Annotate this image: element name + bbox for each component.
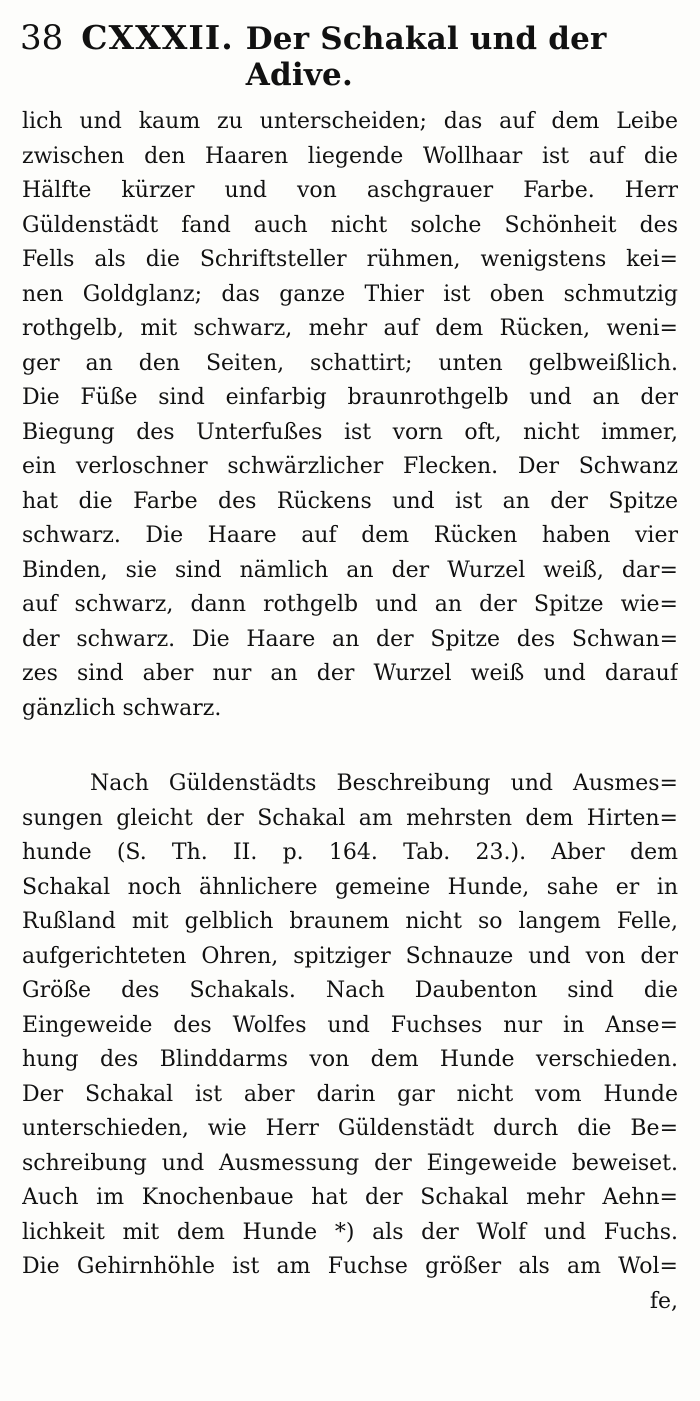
- text-line: nen Goldglanz; das ganze Thier ist oben schmutzig: [22, 281, 678, 307]
- paragraph-2: [22, 767, 678, 1319]
- text-line: schreibung und Ausmessung der Eingeweide beweiset.: [22, 1150, 678, 1176]
- paragraph-1: [22, 105, 678, 726]
- page-number: 38: [20, 18, 64, 58]
- text-line: ger an den Seiten, schattirt; unten gelbweißlich.: [22, 350, 678, 376]
- text-line: hung des Blinddarms von dem Hunde verschieden.: [22, 1047, 678, 1072]
- catchword-line: fe,: [649, 1288, 678, 1314]
- text-line: auf schwarz, dann rothgelb und an der Spitze wie=: [22, 592, 678, 617]
- text-line: Auch im Knochenbaue hat der Schakal mehr Aehn=: [22, 1185, 678, 1210]
- paragraph-spacer: [22, 726, 678, 767]
- text-line: Biegung des Unterfußes ist vorn oft, nicht immer,: [22, 419, 678, 445]
- page-body: [22, 105, 678, 1365]
- text-line: zes sind aber nur an der Wurzel weiß und darauf: [22, 661, 678, 686]
- text-line: Güldenstädt fand auch nicht solche Schönheit des: [22, 212, 678, 238]
- text-line: Binden, sie sind nämlich an der Wurzel weiß, dar=: [22, 557, 678, 583]
- chapter-number: CXXXII.: [81, 18, 234, 57]
- text-line: lichkeit mit dem Hunde *) als der Wolf und Fuchs.: [22, 1219, 678, 1245]
- chapter-title: Der Schakal und der Adive.: [245, 21, 607, 93]
- text-line: Der Schakal ist aber darin gar nicht vom Hunde: [22, 1081, 678, 1107]
- text-line: Eingeweide des Wolfes und Fuchses nur in Anse=: [22, 1012, 678, 1038]
- text-line: unterschieden, wie Herr Güldenstädt durch die Be=: [22, 1116, 678, 1141]
- text-line: Rußland mit gelblich braunem nicht so langem Felle,: [22, 909, 678, 934]
- text-line: Die Gehirnhöhle ist am Fuchse größer als am Wol=: [22, 1254, 678, 1279]
- text-line: Hälfte kürzer und von aschgrauer Farbe. Herr: [22, 178, 678, 203]
- text-line: lich und kaum zu unterscheiden; das auf dem Leibe: [22, 109, 678, 134]
- text-line: der schwarz. Die Haare an der Spitze des Schwan=: [22, 626, 678, 652]
- text-line: Größe des Schakals. Nach Daubenton sind die: [22, 978, 678, 1003]
- text-line: hat die Farbe des Rückens und ist an der Spitze: [22, 488, 678, 514]
- text-line: Die Füße sind einfarbig braunrothgelb und an der: [22, 385, 678, 410]
- text-line: schwarz. Die Haare auf dem Rücken haben vier: [22, 523, 678, 548]
- text-line: gänzlich schwarz.: [22, 695, 222, 721]
- text-line: rothgelb, mit schwarz, mehr auf dem Rücken, weni=: [22, 316, 678, 341]
- running-header: [20, 18, 680, 93]
- text-line: Nach Güldenstädts Beschreibung und Ausmes=: [90, 771, 678, 796]
- text-line: aufgerichteten Ohren, spitziger Schnauze und von der: [22, 943, 678, 969]
- text-line: sungen gleicht der Schakal am mehrsten dem Hirten=: [22, 805, 678, 831]
- text-line: Schakal noch ähnlichere gemeine Hunde, sahe er in: [22, 874, 678, 900]
- text-line: ein verloschner schwärzlicher Flecken. Der Schwanz: [22, 454, 678, 479]
- text-line: Fells als die Schriftsteller rühmen, wenigstens kei=: [22, 247, 678, 272]
- text-line: zwischen den Haaren liegende Wollhaar ist auf die: [22, 143, 678, 169]
- text-line: hunde (S. Th. II. p. 164. Tab. 23.). Aber dem: [22, 840, 678, 865]
